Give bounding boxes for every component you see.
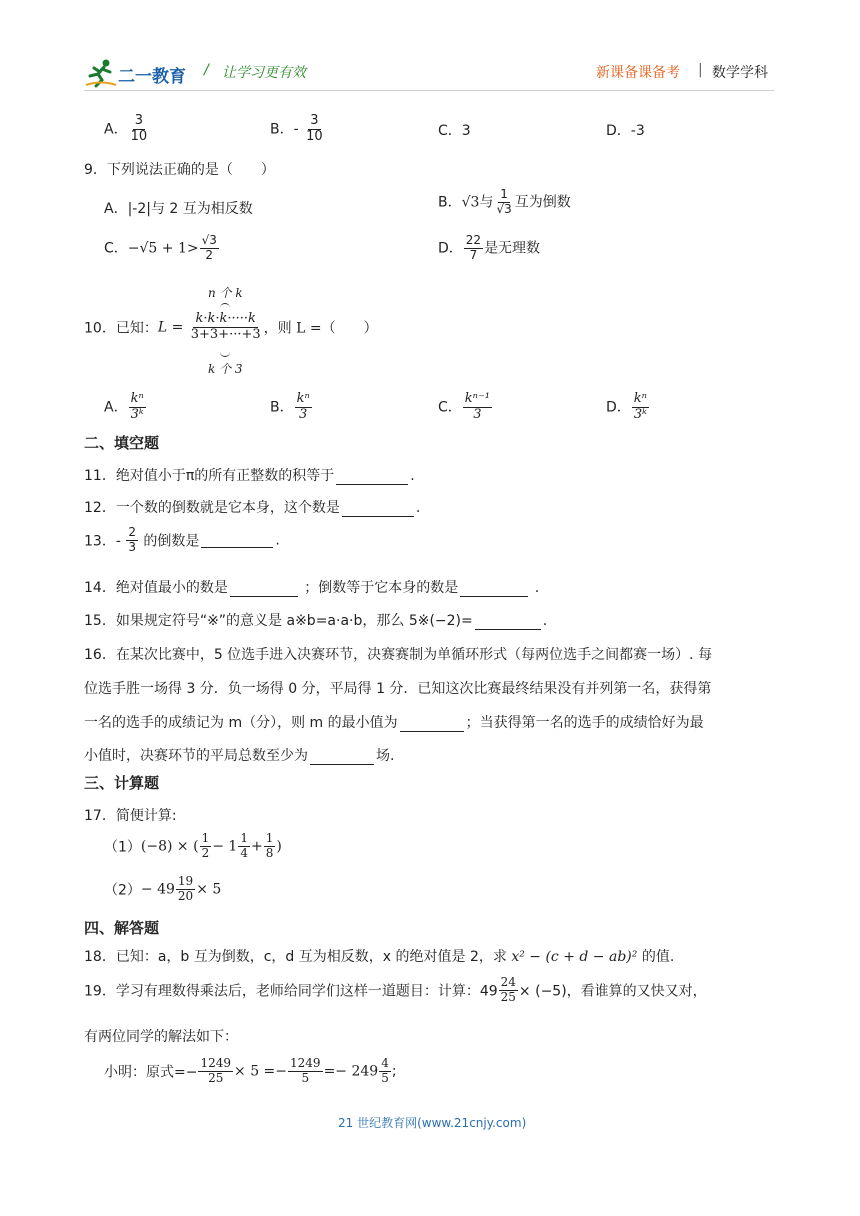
- fraction: $\frac{k\cdot k\cdot k\cdot\cdot\cdot\cdot\cdot k}{3+3+\cdot\cdot\cdot+3}$: [190, 311, 261, 342]
- q16-line-1: 16．在某次比赛中，5 位选手进入决赛环节，决赛赛制为单循环形式（每两位选手之间都赛一场）. 每: [84, 647, 713, 663]
- fraction: $\frac{\text{kⁿ}}{3}$: [296, 391, 310, 422]
- fraction: $\frac{24}{25}$: [500, 975, 516, 1004]
- fraction: $\frac{1249}{5}$: [290, 1056, 321, 1085]
- fraction: $\frac{1249}{25}$: [200, 1056, 232, 1085]
- fraction: $\frac{19}{20}$: [177, 874, 194, 903]
- section-fill-in: 二、填空题: [84, 434, 160, 452]
- runner-logo-icon: [84, 58, 118, 88]
- logo-text: 二一教育: [118, 67, 186, 87]
- header-right-text: 新课备课备考: [596, 65, 680, 81]
- answer-blank[interactable]: [336, 469, 408, 485]
- fraction: $\frac{√3}{2}$: [201, 233, 217, 262]
- q14: 14．绝对值最小的数是 ；倒数等于它本身的数是 .: [84, 580, 540, 596]
- q10-overbrace: [220, 303, 230, 308]
- q10-option-a: A． $\frac{\text{kⁿ}}{\text{3ᵏ}}$: [104, 391, 144, 422]
- fraction: $\frac{\text{kⁿ}}{\text{3ᵏ}}$: [130, 391, 144, 422]
- logo: [84, 58, 194, 90]
- slogan-separator: /: [204, 62, 209, 78]
- header-separator: |: [698, 62, 703, 78]
- fraction: $\frac{1}{4}$: [240, 831, 248, 860]
- q9-option-c: C．−√5 + 1> $\frac{√3}{2}$: [104, 233, 217, 262]
- header-rule: [84, 90, 774, 91]
- q8-option-d: D．-3: [606, 123, 645, 139]
- q9-option-d: D． $\frac{22}{7}$ 是无理数: [438, 233, 541, 262]
- header-subject: 数学学科: [712, 65, 768, 81]
- answer-blank[interactable]: [201, 532, 273, 548]
- q10-option-d: D． $\frac{\text{kⁿ}}{\text{3ᵏ}}$: [606, 391, 647, 422]
- fraction: $\frac{1}{8}$: [265, 831, 274, 860]
- fraction: $\frac{\text{kⁿ⁻¹}}{3}$: [464, 391, 491, 422]
- fraction: $\frac{3}{10}$: [130, 113, 148, 144]
- answer-blank[interactable]: [342, 501, 414, 517]
- q10-bottom-note: k 个 3: [208, 362, 243, 376]
- q13: 13．- $\frac{2}{3}$ 的倒数是 .: [84, 525, 280, 554]
- q19-line-1: 19．学习有理数得乘法后，老师给同学们这样一道题目：计算：49 $\frac{24}{25}$ × (−5)，看谁算的又快又对，: [84, 975, 707, 1004]
- q10-top-note: n 个 k: [208, 286, 243, 300]
- answer-blank[interactable]: [460, 581, 528, 597]
- fraction: $\frac{1}{√3}$: [496, 187, 512, 216]
- q8-option-a: A． $\frac{3}{10}$: [104, 113, 148, 144]
- q16-line-2: 位选手胜一场得 3 分．负一场得 0 分，平局得 1 分．已知这次比赛最终结果没有并列第一名，获得第: [84, 681, 712, 697]
- q17-part-2: （2）− 49 $\frac{19}{20}$ × 5: [104, 874, 222, 903]
- fraction: $\frac{2}{3}$: [128, 525, 136, 554]
- fraction: $\frac{1}{2}$: [201, 831, 210, 860]
- q9-option-b: B．√3与 $\frac{1}{√3}$ 互为倒数: [438, 187, 571, 216]
- answer-blank[interactable]: [230, 581, 298, 597]
- q11: 11．绝对值小于π的所有正整数的积等于 .: [84, 468, 415, 484]
- q17-stem: 17．简便计算:: [84, 808, 177, 824]
- q8-option-c: C．3: [438, 123, 471, 139]
- section-answer: 四、解答题: [84, 919, 160, 937]
- q19-line-3: 小明：原式=− $\frac{1249}{25}$ × 5 =− $\frac{1249}{5}$ =− 249 $\frac{4}{5}$ ;: [104, 1056, 397, 1085]
- answer-blank[interactable]: [475, 614, 541, 630]
- q17-part-1: （1）(−8) × ( $\frac{1}{2}$ − 1 $\frac{1}{4}$ + $\frac{1}{8}$ ): [104, 831, 282, 860]
- fraction: $\frac{4}{5}$: [381, 1056, 389, 1085]
- q12: 12．一个数的倒数就是它本身，这个数是 .: [84, 500, 421, 516]
- q9-option-a: A．|-2|与 2 互为相反数: [104, 201, 253, 217]
- fraction: $\frac{22}{7}$: [465, 233, 482, 262]
- footer[interactable]: 21 世纪教育网(www.21cnjy.com): [338, 1116, 527, 1130]
- q10-underbrace: [220, 352, 230, 357]
- answer-blank[interactable]: [310, 749, 374, 765]
- fraction: $\frac{3}{10}$: [306, 113, 323, 144]
- q9-stem: 9．下列说法正确的是（ ）: [84, 162, 275, 178]
- section-calculation: 三、计算题: [84, 774, 160, 792]
- q15: 15．如果规定符号“※”的意义是 a※b=a·a·b，那么 5※(−2)= .: [84, 613, 548, 629]
- q18: 18．已知：a，b 互为倒数，c，d 互为相反数，x 的绝对值是 2，求 x² − (c + d − ab)² 的值.: [84, 949, 675, 965]
- q10-stem: 10．已知：L = $\frac{k\cdot k\cdot k\cdot\cdot\cdot\cdot\cdot k}{3+3+\cdot\cdot\cdot+3}$ ，则 L =（ ）: [84, 311, 378, 342]
- q16-line-4: 小值时，决赛环节的平局总数至少为 场.: [84, 748, 395, 764]
- fraction: $\frac{\text{kⁿ}}{\text{3ᵏ}}$: [633, 391, 647, 422]
- q19-line-2: 有两位同学的解法如下：: [84, 1029, 238, 1045]
- answer-blank[interactable]: [400, 716, 464, 732]
- q10-option-b: B． $\frac{\text{kⁿ}}{3}$: [270, 391, 310, 422]
- q16-line-3: 一名的选手的成绩记为 m（分），则 m 的最小值为 ；当获得第一名的选手的成绩恰好为最: [84, 715, 704, 731]
- q10-option-c: C． $\frac{\text{kⁿ⁻¹}}{3}$: [438, 391, 491, 422]
- q8-option-b: B．- $\frac{3}{10}$: [270, 113, 323, 144]
- slogan: 让学习更有效: [222, 65, 306, 81]
